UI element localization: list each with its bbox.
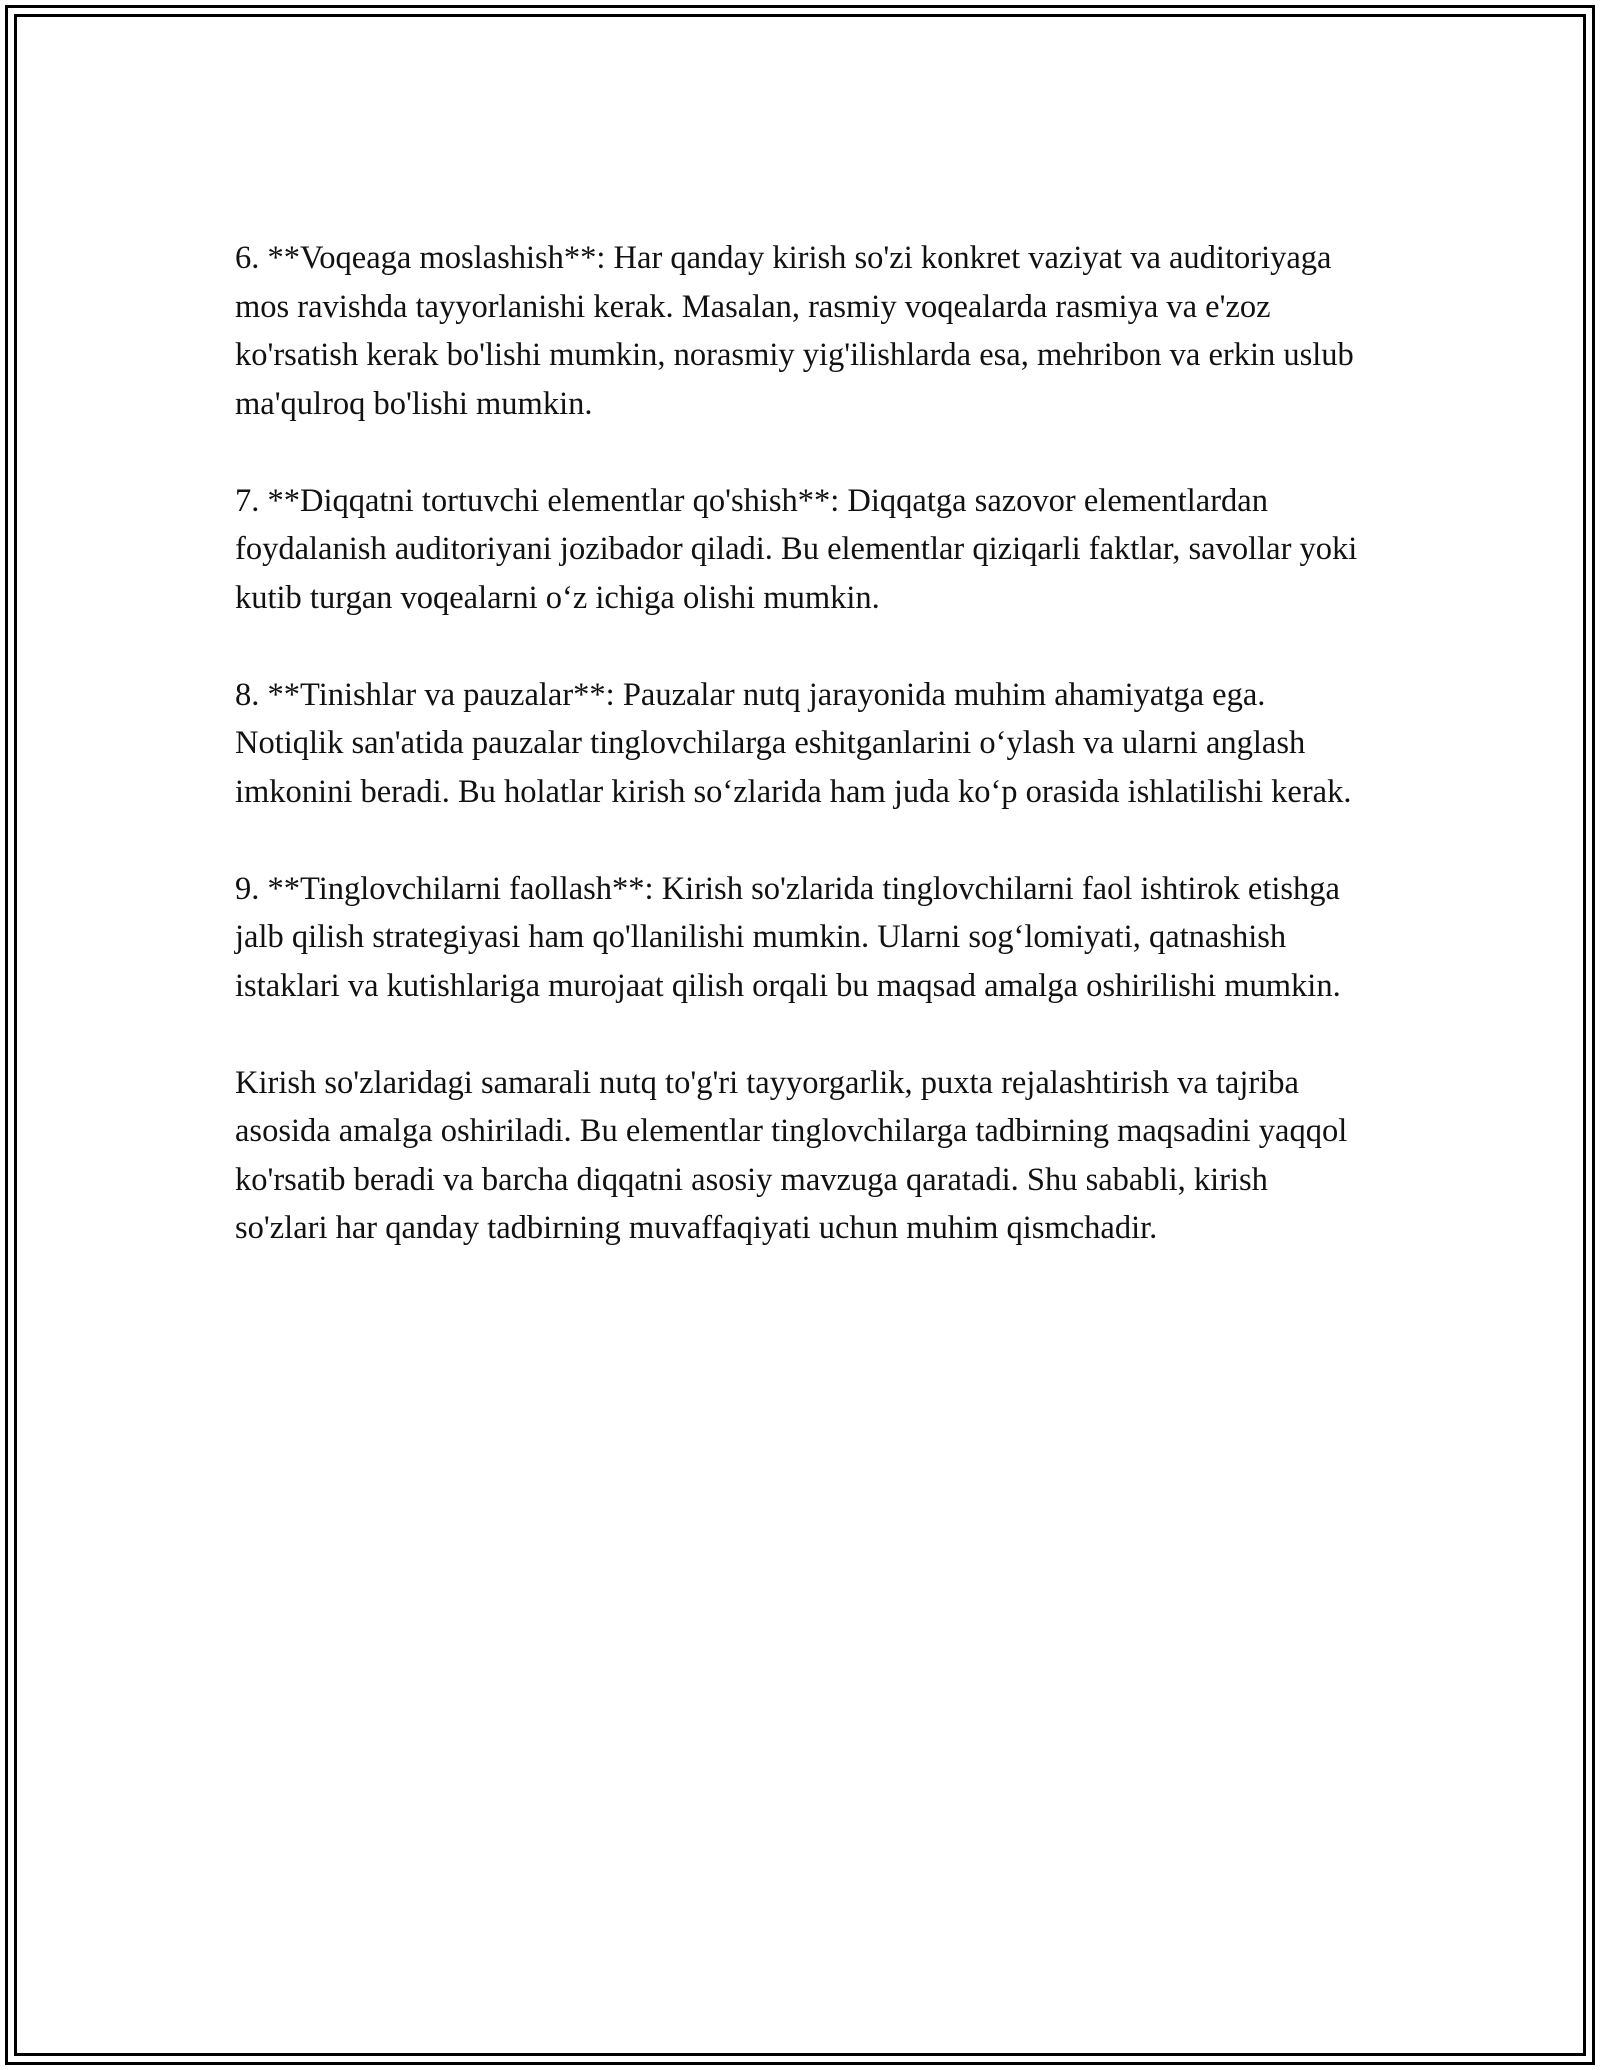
paragraph-item-7: 7. **Diqqatni tortuvchi elementlar qo'shish**: Diqqatga sazovor elementlardan foydalanish auditoriyani jozibador qiladi. Bu elementlar qiziqarli faktlar, savollar yoki kutib turgan voqealarni o‘z ichiga olishi mumkin. [235, 482, 1358, 616]
paragraph-conclusion: Kirish so'zlaridagi samarali nutq to'g'ri tayyorgarlik, puxta rejalashtirish va tajriba asosida amalga oshiriladi. Bu elementlar tinglovchilarga tadbirning maqsadini yaqqol ko'rsatib beradi va barcha diqqatni asosiy mavzuga qaratadi. Shu sababli, kirish so'zlari har qanday tadbirning muvaffaqiyati uchun muhim qismchadir. [235, 1064, 1348, 1246]
paragraph-item-9: 9. **Tinglovchilarni faollash**: Kirish so'zlarida tinglovchilarni faol ishtirok etishga jalb qilish strategiyasi ham qo'llanilishi mumkin. Ularni sog‘lomiyati, qatnashish istaklari va kutishlariga murojaat qilish orqali bu maqsad amalga oshirilishi mumkin. [235, 870, 1341, 1004]
document-body [235, 234, 1365, 1301]
paragraph-item-6: 6. **Voqeaga moslashish**: Har qanday kirish so'zi konkret vaziyat va auditoriyaga mos ravishda tayyorlanishi kerak. Masalan, rasmiy voqealarda rasmiya va e'zoz ko'rsatish kerak bo'lishi mumkin, norasmiy yig'ilishlarda esa, mehribon va erkin uslub ma'qulroq bo'lishi mumkin. [235, 240, 1354, 422]
paragraph-item-8: 8. **Tinishlar va pauzalar**: Pauzalar nutq jarayonida muhim ahamiyatga ega. Notiqlik san'atida pauzalar tinglovchilarga eshitganlarini o‘ylash va ularni anglash imkonini beradi. Bu holatlar kirish so‘zlarida ham juda ko‘p orasida ishlatilishi kerak. [235, 676, 1352, 810]
